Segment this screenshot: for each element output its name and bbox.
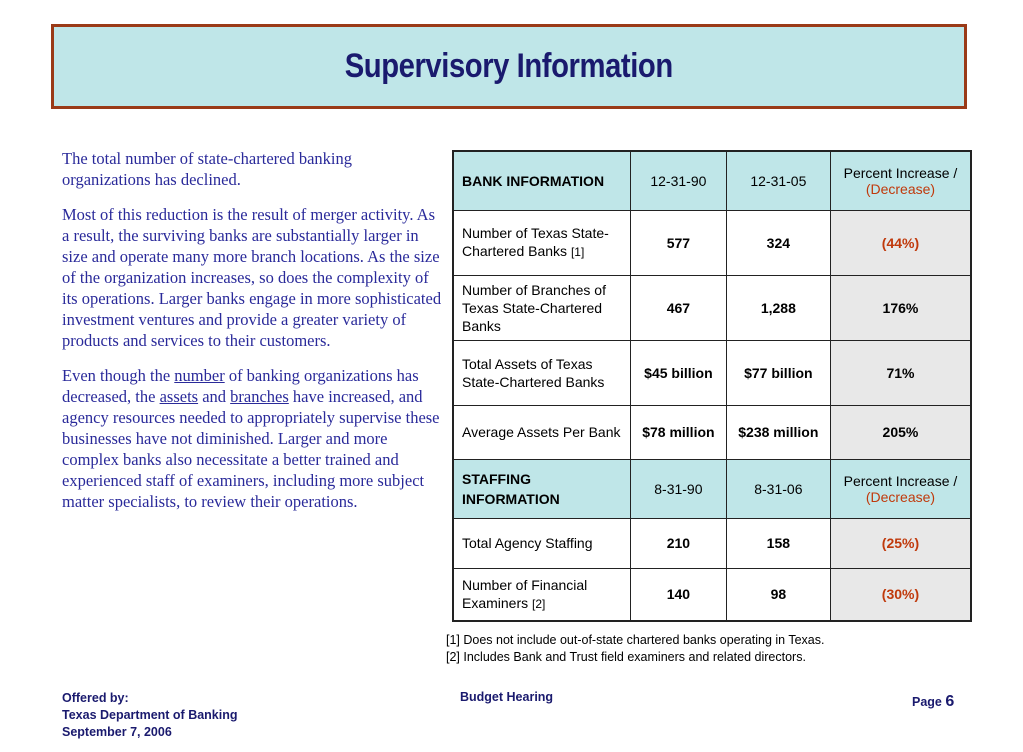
- summary-paragraph-3: Even though the number of banking organizations has decreased, the assets and branches have increased, and agency resources needed to appropriately supervise these businesses have not diminished. Larger and more complex banks also necessitate a better trained and experienced staff of examiners, including more subject matter specialists, to review their operations.: [62, 366, 440, 511]
- page-title: Supervisory Information: [344, 47, 674, 85]
- page-number: 6: [945, 693, 955, 710]
- footer-center-label: Budget Hearing: [460, 690, 554, 704]
- table-row: [453, 568, 971, 621]
- bank-info-header: BANK INFORMATION: [453, 151, 631, 210]
- page-number-indicator: [912, 693, 954, 711]
- footnote-2: [2] Includes Bank and Trust field examiners and related directors.: [446, 650, 806, 664]
- row-percent: (30%): [830, 568, 971, 621]
- row-value-2: 324: [726, 210, 830, 275]
- staffing-col2-header: 8-31-06: [726, 459, 830, 518]
- row-value-2: $77 billion: [726, 340, 830, 405]
- row-label: Total Agency Staffing: [453, 518, 631, 568]
- row-value-2: 98: [726, 568, 830, 621]
- row-label: Total Assets of Texas State-Chartered Banks: [453, 340, 631, 405]
- row-percent: 176%: [830, 275, 971, 340]
- summary-paragraph-2: Most of this reduction is the result of merger activity. As a result, the surviving banks are substantially larger in size and operate many more branch locations. As the size of the organization increases, so does the complexity of its operations. Larger banks engage in more sophisticated investment ventures and provide a greater variety of products and services to their customers.: [62, 205, 442, 350]
- staffing-info-header: STAFFING INFORMATION: [453, 459, 631, 518]
- row-percent: 205%: [830, 405, 971, 459]
- table-row: [453, 340, 971, 405]
- footnotes: [446, 632, 824, 666]
- table-row: [453, 210, 971, 275]
- title-banner: [51, 24, 967, 109]
- staffing-header-row: [453, 459, 971, 518]
- row-value-2: $238 million: [726, 405, 830, 459]
- row-label: Number of Texas State-Chartered Banks [1]: [453, 210, 631, 275]
- summary-paragraph-1: The total number of state-chartered banking organizations has declined.: [62, 149, 353, 189]
- bank-header-row: [453, 151, 971, 210]
- row-value-1: 210: [631, 518, 727, 568]
- row-percent: (44%): [830, 210, 971, 275]
- staffing-pct-header: Percent Increase / (Decrease): [830, 459, 971, 518]
- supervisory-table: [452, 150, 972, 622]
- row-percent: 71%: [830, 340, 971, 405]
- row-value-1: 577: [631, 210, 727, 275]
- bank-col2-header: 12-31-05: [726, 151, 830, 210]
- footnote-1: [1] Does not include out-of-state chartered banks operating in Texas.: [446, 633, 825, 647]
- page-label: Page: [912, 695, 942, 709]
- underlined-branches: branches: [230, 387, 289, 406]
- bank-pct-header: Percent Increase / (Decrease): [830, 151, 971, 210]
- staffing-col1-header: 8-31-90: [631, 459, 727, 518]
- underlined-number: number: [174, 366, 225, 385]
- row-value-2: 1,288: [726, 275, 830, 340]
- offered-by-label: Offered by:: [62, 691, 129, 705]
- row-value-1: $78 million: [631, 405, 727, 459]
- row-value-2: 158: [726, 518, 830, 568]
- underlined-assets: assets: [159, 387, 199, 406]
- row-value-1: $45 billion: [631, 340, 727, 405]
- table-row: [453, 518, 971, 568]
- table-row: [453, 405, 971, 459]
- row-percent: (25%): [830, 518, 971, 568]
- bank-col1-header: 12-31-90: [631, 151, 727, 210]
- organization-name: Texas Department of Banking: [62, 708, 238, 722]
- table-row: [453, 275, 971, 340]
- row-label: Number of Branches of Texas State-Chartered Banks: [453, 275, 631, 340]
- row-label: Average Assets Per Bank: [453, 405, 631, 459]
- row-value-1: 140: [631, 568, 727, 621]
- footer-date: September 7, 2006: [62, 725, 172, 739]
- row-label: Number of Financial Examiners [2]: [453, 568, 631, 621]
- row-value-1: 467: [631, 275, 727, 340]
- summary-text: [62, 148, 442, 526]
- footer-offered-by: [62, 690, 238, 741]
